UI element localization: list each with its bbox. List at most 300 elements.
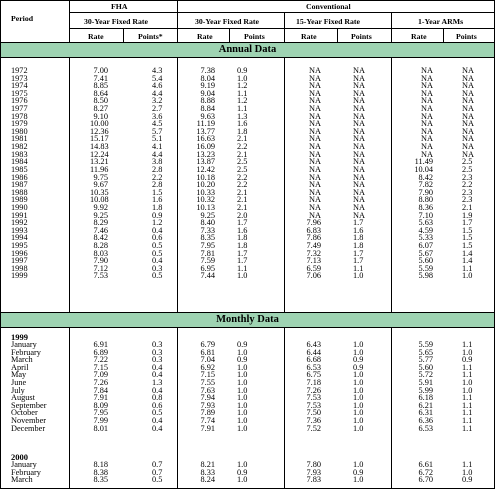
row-value: 8.64: [93, 88, 108, 98]
row-value: 2.8: [152, 180, 163, 190]
row-value: 1.0: [237, 73, 248, 83]
row-value: NA: [421, 111, 433, 121]
col-header-arm-points: Points: [456, 32, 477, 41]
row-value: 0.5: [152, 241, 163, 251]
row-value: 0.9: [237, 340, 248, 349]
row-value: 1.0: [237, 362, 248, 372]
row-value: 2.2: [152, 172, 163, 182]
col-header-conv15-rate: Rate: [301, 32, 317, 41]
row-period: 1980: [11, 126, 28, 136]
row-value: 2.2: [237, 142, 248, 152]
row-value: 7.04: [200, 355, 215, 365]
row-value: 1.1: [462, 362, 473, 372]
row-value: 2.1: [237, 187, 248, 197]
row-value: 0.4: [152, 256, 163, 266]
row-value: 6.36: [418, 416, 433, 426]
row-value: 0.9: [462, 355, 473, 365]
row-value: 14.83: [90, 142, 109, 152]
row-value: 2.8: [152, 164, 163, 174]
row-value: 9.19: [200, 81, 215, 91]
period-header: Period: [11, 14, 34, 23]
row-value: 7.26: [93, 378, 108, 388]
row-period: January: [11, 340, 37, 349]
row-value: 1.1: [462, 400, 473, 410]
row-value: NA: [462, 119, 474, 129]
row-value: NA: [309, 126, 321, 136]
row-value: 4.4: [152, 88, 163, 98]
col-header-fha-points: Points*: [138, 32, 163, 41]
row-period: 1992: [11, 218, 28, 228]
row-period: 1978: [11, 111, 28, 121]
row-value: NA: [462, 88, 474, 98]
row-value: 2.3: [462, 195, 473, 205]
row-value: 6.59: [306, 263, 321, 273]
row-value: NA: [309, 96, 321, 106]
row-value: 1.3: [237, 111, 248, 121]
row-value: NA: [462, 73, 474, 83]
row-value: 0.3: [152, 263, 163, 273]
row-value: 1.6: [237, 119, 248, 129]
row-value: 1.3: [152, 378, 163, 388]
row-value: 2.3: [462, 172, 473, 182]
row-value: 9.04: [200, 88, 215, 98]
row-value: 10.35: [90, 187, 109, 197]
row-value: 0.3: [152, 340, 163, 349]
row-period: March: [11, 355, 33, 365]
row-value: NA: [309, 164, 321, 174]
row-value: NA: [421, 126, 433, 136]
row-value: 16.09: [196, 142, 215, 152]
year-heading-2000: 2000: [11, 452, 28, 462]
row-value: NA: [353, 187, 365, 197]
row-value: 10.00: [90, 119, 109, 129]
row-period: 1977: [11, 104, 28, 114]
row-value: NA: [421, 81, 433, 91]
row-value: 0.9: [237, 355, 248, 365]
row-value: 1.5: [462, 233, 473, 243]
row-value: 9.25: [93, 210, 108, 220]
row-value: NA: [353, 66, 365, 75]
row-period: 1973: [11, 73, 28, 83]
row-value: 5.33: [418, 233, 433, 243]
row-value: 8.04: [200, 73, 215, 83]
row-value: 10.33: [196, 187, 215, 197]
row-value: NA: [353, 81, 365, 91]
row-period: 1979: [11, 119, 28, 129]
row-value: NA: [421, 142, 433, 152]
row-period: 1974: [11, 81, 28, 91]
row-value: 7.38: [200, 66, 215, 75]
row-value: 0.5: [152, 271, 163, 281]
row-value: 8.80: [418, 195, 433, 205]
row-value: 7.89: [200, 408, 215, 418]
row-value: 1.0: [237, 378, 248, 388]
row-value: 1.0: [237, 385, 248, 395]
row-value: 7.95: [200, 241, 215, 251]
table-row: [1, 476, 494, 484]
row-value: NA: [353, 73, 365, 83]
row-value: 6.91: [93, 340, 108, 349]
row-value: NA: [462, 96, 474, 106]
row-period: 1986: [11, 172, 28, 182]
row-value: NA: [309, 73, 321, 83]
row-value: 1.5: [462, 241, 473, 251]
row-value: 6.21: [418, 400, 433, 410]
row-value: 7.12: [93, 263, 108, 273]
row-value: 4.1: [152, 142, 163, 152]
row-value: 1.0: [237, 393, 248, 403]
col-header-arm-rate: Rate: [411, 32, 427, 41]
row-value: NA: [309, 202, 321, 212]
row-value: 2.2: [462, 180, 473, 190]
row-value: 6.68: [306, 355, 321, 365]
row-value: 6.43: [306, 340, 321, 349]
conventional-group-header: Conventional: [306, 2, 351, 11]
row-period: 1981: [11, 134, 28, 144]
row-value: 8.84: [200, 104, 215, 114]
row-value: NA: [353, 88, 365, 98]
row-value: 2.1: [462, 202, 473, 212]
row-value: 1.2: [237, 81, 248, 91]
row-period: 1994: [11, 233, 28, 243]
row-value: 1.0: [237, 408, 248, 418]
row-value: 7.90: [418, 187, 433, 197]
row-period: 1988: [11, 187, 28, 197]
row-value: 5.98: [418, 271, 433, 281]
row-value: NA: [462, 66, 474, 75]
row-value: 6.83: [306, 225, 321, 235]
row-period: 1987: [11, 180, 28, 190]
row-value: 1.2: [237, 96, 248, 106]
row-period: 1996: [11, 248, 28, 258]
row-value: NA: [309, 187, 321, 197]
row-value: 6.95: [200, 263, 215, 273]
row-period: 1993: [11, 225, 28, 235]
row-value: 0.4: [152, 423, 163, 433]
row-value: 7.83: [306, 475, 321, 485]
row-value: 0.9: [237, 467, 248, 477]
row-value: 1.7: [462, 218, 473, 228]
row-value: 2.1: [237, 134, 248, 144]
row-value: 5.59: [418, 263, 433, 273]
row-value: 0.3: [152, 347, 163, 357]
fha-group-header: FHA: [111, 2, 128, 11]
row-value: 7.52: [306, 423, 321, 433]
row-value: NA: [309, 149, 321, 159]
row-value: 6.92: [200, 362, 215, 372]
row-value: 7.33: [200, 225, 215, 235]
row-value: 10.20: [196, 180, 215, 190]
row-value: 6.72: [418, 467, 433, 477]
row-value: 2.2: [237, 172, 248, 182]
row-value: 6.79: [200, 340, 215, 349]
row-value: 1.8: [353, 233, 364, 243]
row-period: 1985: [11, 164, 28, 174]
row-value: NA: [353, 195, 365, 205]
row-value: 4.3: [152, 66, 163, 75]
row-value: 5.60: [418, 256, 433, 266]
row-value: 0.4: [152, 362, 163, 372]
row-value: 9.75: [93, 172, 108, 182]
row-value: 10.04: [414, 164, 433, 174]
row-period: 1999: [11, 271, 28, 281]
row-value: 6.07: [418, 241, 433, 251]
fha-30yr-header: 30-Year Fixed Rate: [84, 17, 148, 26]
row-value: NA: [462, 81, 474, 91]
row-value: 1.0: [353, 378, 364, 388]
row-value: 1.1: [353, 263, 364, 273]
row-value: 8.38: [93, 467, 108, 477]
row-value: 3.8: [152, 157, 163, 167]
monthly-rows-2000: [1, 461, 494, 484]
row-value: NA: [462, 142, 474, 152]
row-value: 12.42: [196, 164, 215, 174]
row-value: 1.8: [237, 126, 248, 136]
arm-1yr-header: 1-Year ARMs: [418, 17, 464, 26]
col-header-fha-rate: Rate: [88, 32, 104, 41]
row-value: 6.75: [306, 370, 321, 380]
row-value: 8.18: [93, 460, 108, 469]
row-value: 2.5: [237, 157, 248, 167]
row-value: 7.46: [93, 225, 108, 235]
row-value: NA: [353, 142, 365, 152]
row-value: 1.0: [237, 416, 248, 426]
row-value: 1.1: [462, 393, 473, 403]
row-value: 8.35: [93, 475, 108, 485]
row-value: NA: [309, 66, 321, 75]
row-value: 8.40: [200, 218, 215, 228]
row-value: NA: [309, 210, 321, 220]
row-value: 5.91: [418, 378, 433, 388]
row-value: 5.63: [418, 218, 433, 228]
row-value: 16.63: [196, 134, 215, 144]
row-value: 13.23: [196, 149, 215, 159]
row-period: October: [11, 408, 38, 418]
row-value: 9.63: [200, 111, 215, 121]
row-value: 7.09: [93, 370, 108, 380]
row-value: 1.0: [353, 347, 364, 357]
row-value: 8.01: [93, 423, 108, 433]
row-value: 0.6: [152, 400, 163, 410]
row-value: 0.9: [237, 66, 248, 75]
row-value: 2.5: [462, 157, 473, 167]
row-value: 13.87: [196, 157, 215, 167]
row-value: 7.18: [306, 378, 321, 388]
row-value: 5.7: [152, 126, 163, 136]
row-value: NA: [353, 164, 365, 174]
row-value: 6.18: [418, 393, 433, 403]
row-value: 1.1: [462, 460, 473, 469]
row-value: 7.15: [93, 362, 108, 372]
row-value: 1.0: [462, 271, 473, 281]
row-value: 8.21: [200, 460, 215, 469]
row-period: 1989: [11, 195, 28, 205]
row-value: 1.0: [462, 385, 473, 395]
row-value: 7.84: [93, 385, 108, 395]
row-value: 1.0: [237, 347, 248, 357]
row-value: 6.44: [306, 347, 321, 357]
row-value: NA: [421, 96, 433, 106]
row-value: NA: [309, 172, 321, 182]
row-value: 1.0: [237, 370, 248, 380]
row-value: 2.1: [237, 195, 248, 205]
row-period: November: [11, 416, 47, 426]
row-value: 8.36: [418, 202, 433, 212]
row-value: 1.8: [353, 241, 364, 251]
row-value: 2.0: [237, 210, 248, 220]
row-value: 5.77: [418, 355, 433, 365]
row-value: 7.50: [306, 408, 321, 418]
row-period: 1990: [11, 202, 28, 212]
row-value: 7.99: [93, 416, 108, 426]
row-value: 1.7: [353, 218, 364, 228]
row-value: 7.93: [200, 400, 215, 410]
row-period: 1991: [11, 210, 28, 220]
row-value: 0.4: [152, 225, 163, 235]
row-value: 1.0: [237, 460, 248, 469]
row-value: 1.1: [462, 340, 473, 349]
row-value: 7.86: [306, 233, 321, 243]
row-value: 1.0: [353, 475, 364, 485]
row-value: NA: [462, 126, 474, 136]
row-value: 7.82: [418, 180, 433, 190]
row-value: 7.06: [306, 271, 321, 281]
row-value: 8.42: [93, 233, 108, 243]
row-period: December: [11, 423, 46, 433]
row-value: 1.4: [462, 248, 473, 258]
row-value: 9.10: [93, 111, 108, 121]
row-value: 1.0: [237, 271, 248, 281]
row-value: 1.0: [353, 460, 364, 469]
monthly-data-band: Monthly Data: [1, 312, 494, 328]
row-value: NA: [309, 180, 321, 190]
row-value: 10.18: [196, 172, 215, 182]
row-value: NA: [462, 149, 474, 159]
row-value: 5.4: [152, 73, 163, 83]
row-value: 0.9: [353, 355, 364, 365]
row-value: 1.5: [462, 225, 473, 235]
row-value: 8.03: [93, 248, 108, 258]
row-period: March: [11, 475, 33, 485]
col-header-conv30-rate: Rate: [197, 32, 213, 41]
row-period: 1972: [11, 66, 28, 75]
row-value: 1.0: [353, 393, 364, 403]
row-value: 7.94: [200, 393, 215, 403]
row-value: 8.35: [200, 233, 215, 243]
row-value: 3.2: [152, 96, 163, 106]
row-value: 0.8: [152, 393, 163, 403]
row-period: 1983: [11, 149, 28, 159]
row-value: 1.0: [462, 467, 473, 477]
row-value: 7.59: [200, 256, 215, 266]
row-value: 1.7: [353, 256, 364, 266]
row-value: 6.31: [418, 408, 433, 418]
row-value: NA: [421, 104, 433, 114]
row-value: 0.5: [152, 248, 163, 258]
row-value: 1.0: [353, 271, 364, 281]
row-value: NA: [353, 104, 365, 114]
row-value: 8.33: [200, 467, 215, 477]
row-value: 1.5: [152, 187, 163, 197]
row-value: 2.1: [237, 149, 248, 159]
row-value: NA: [353, 149, 365, 159]
row-value: 8.29: [93, 218, 108, 228]
row-period: 1998: [11, 263, 28, 273]
row-value: 7.32: [306, 248, 321, 258]
row-value: 8.88: [200, 96, 215, 106]
row-value: 6.53: [418, 423, 433, 433]
col-header-conv15-points: Points: [351, 32, 372, 41]
row-value: NA: [353, 134, 365, 144]
row-value: 1.7: [237, 248, 248, 258]
col-header-conv30-points: Points: [244, 32, 265, 41]
row-value: 1.0: [237, 400, 248, 410]
row-period: 1997: [11, 256, 28, 266]
row-value: 9.25: [200, 210, 215, 220]
row-value: 1.9: [462, 210, 473, 220]
row-value: NA: [353, 180, 365, 190]
row-period: 1995: [11, 241, 28, 251]
row-value: 7.91: [93, 393, 108, 403]
row-value: 7.15: [200, 370, 215, 380]
row-value: 0.7: [152, 460, 163, 469]
row-value: 0.5: [152, 408, 163, 418]
row-value: 1.6: [152, 195, 163, 205]
row-value: NA: [353, 119, 365, 129]
row-value: 5.99: [418, 385, 433, 395]
row-value: 7.90: [93, 256, 108, 266]
row-value: 12.24: [90, 149, 109, 159]
row-value: 11.19: [196, 119, 215, 129]
row-value: 7.41: [93, 73, 108, 83]
row-value: 5.60: [418, 362, 433, 372]
row-value: 1.1: [237, 263, 248, 273]
row-value: 7.00: [93, 66, 108, 75]
row-value: 4.59: [418, 225, 433, 235]
row-value: 1.7: [353, 248, 364, 258]
row-value: 1.1: [462, 408, 473, 418]
row-value: 1.7: [237, 218, 248, 228]
row-value: 1.0: [462, 347, 473, 357]
row-period: May: [11, 370, 27, 380]
table-row: [1, 272, 494, 280]
row-value: 7.49: [306, 241, 321, 251]
row-value: 13.21: [90, 157, 109, 167]
row-value: 13.77: [196, 126, 215, 136]
row-value: 1.0: [353, 385, 364, 395]
row-value: 0.3: [152, 355, 163, 365]
row-value: NA: [309, 88, 321, 98]
monthly-rows-1999: [1, 341, 494, 432]
row-value: 0.9: [152, 210, 163, 220]
row-period: 1976: [11, 96, 28, 106]
row-value: 1.8: [237, 241, 248, 251]
row-value: 1.1: [237, 88, 248, 98]
row-value: 6.61: [418, 460, 433, 469]
row-value: NA: [462, 104, 474, 114]
row-period: 1984: [11, 157, 28, 167]
row-value: 1.0: [237, 475, 248, 485]
row-value: NA: [309, 111, 321, 121]
row-value: 7.53: [93, 271, 108, 281]
row-value: NA: [353, 111, 365, 121]
row-value: 9.67: [93, 180, 108, 190]
row-value: 2.5: [462, 164, 473, 174]
row-value: 1.0: [353, 423, 364, 433]
row-value: 7.10: [418, 210, 433, 220]
row-value: 1.0: [237, 423, 248, 433]
row-value: 1.6: [353, 225, 364, 235]
